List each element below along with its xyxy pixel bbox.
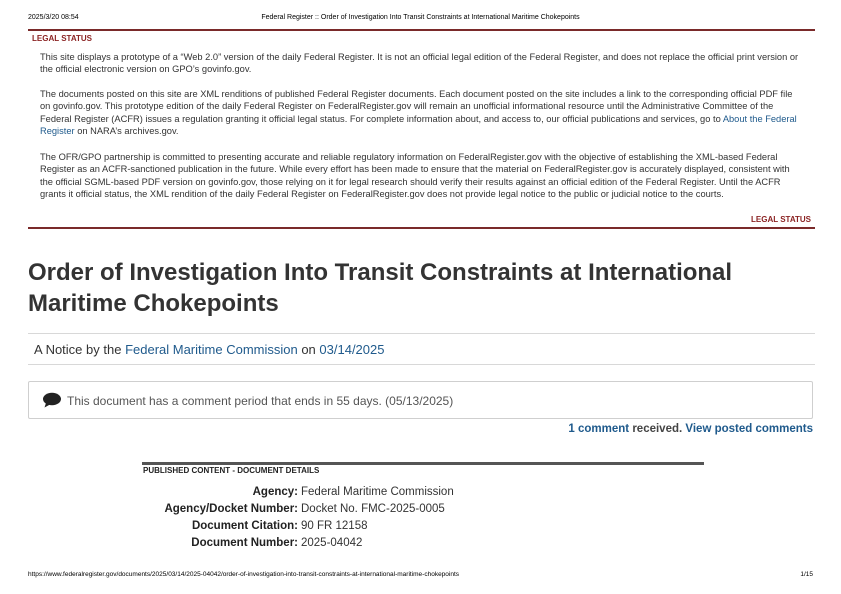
legal-paragraph-1: This site displays a prototype of a “Web 2.0” version of the daily Federal Register. It is not an official legal edition of the Federal Register, and does not replace the official print version or the official electronic version on GPO’s govinfo.gov.: [40, 52, 799, 75]
comment-count-link[interactable]: 1 comment: [568, 423, 630, 435]
print-header: [28, 14, 813, 26]
details-label: Document Citation:: [191, 520, 298, 532]
document-details-heading: PUBLISHED CONTENT - DOCUMENT DETAILS: [143, 466, 320, 475]
comment-period-text: This document has a comment period that ends in 55 days. (05/13/2025): [67, 394, 454, 408]
view-posted-comments-link[interactable]: View posted comments: [685, 423, 813, 435]
details-rule: [142, 462, 704, 465]
speech-bubble-icon: [42, 392, 62, 408]
details-row-agency: [140, 486, 640, 502]
print-page-title: Federal Register :: Order of Investigation Into Transit Constraints at International Maritime Chokepoints: [261, 14, 580, 21]
print-datetime: 2025/3/20 08:54: [28, 14, 79, 21]
comments-received-text: received.: [629, 423, 686, 435]
details-value: Federal Maritime Commission: [301, 486, 454, 498]
byline-on: on: [297, 342, 320, 357]
comment-period-box: [28, 381, 813, 419]
divider: [28, 364, 815, 365]
details-row-citation: [140, 520, 640, 536]
about-federal-register-link[interactable]: About the Federal Register: [40, 113, 797, 136]
legal-paragraph-2: [40, 88, 803, 137]
legal-status-box: [28, 29, 815, 229]
byline-prefix: A Notice by the: [34, 342, 126, 357]
details-row-docket: [140, 503, 640, 519]
print-footer: [28, 571, 813, 581]
legal-status-label: LEGAL STATUS: [32, 34, 92, 43]
details-label: Agency:: [252, 486, 298, 498]
legal-paragraph-2-tail: on NARA’s archives.gov.: [74, 125, 179, 136]
legal-paragraph-2-text: The documents posted on this site are XML renditions of published Federal Register documents. Each document posted on the site includes a link to the corresponding official PDF file on govinfo.gov. This prototype edition of the daily Federal Register on FederalRegister.gov will remain an unofficial informational resource until the Administrative Committee of the Federal Register (ACFR) issues a regulation granting it official legal status. For complete information about, and access to, our official publications and services, go to: [40, 89, 793, 124]
print-url: https://www.federalregister.gov/documents/2025/03/14/2025-04042/order-of-investigation-into-transit-constraints-at-international-maritime-chokepoints: [28, 571, 460, 578]
details-row-document-number: [140, 537, 640, 553]
print-page-number: 1/15: [800, 571, 813, 578]
document-title: Order of Investigation Into Transit Constraints at International Maritime Chokepoints: [28, 259, 733, 317]
comments-summary: [568, 423, 813, 435]
legal-status-toggle[interactable]: LEGAL STATUS: [751, 215, 811, 224]
publication-date-link[interactable]: 03/14/2025: [319, 342, 385, 357]
details-value: 2025-04042: [301, 537, 363, 549]
divider: [28, 333, 815, 334]
details-label: Agency/Docket Number:: [164, 503, 298, 515]
legal-paragraph-3: The OFR/GPO partnership is committed to presenting accurate and reliable regulatory information on FederalRegister.gov with the objective of establishing the XML-based Federal Register as an ACFR-sanctioned publication in the future. While every effort has been made to ensure that the material on FederalRegister.gov is accurately displayed, consistent with the official SGML-based PDF version on govinfo.gov, those relying on it for legal research should verify their results against an official edition of the Federal Register. Until the ACFR grants it official status, the XML rendition of the daily Federal Register on FederalRegister.gov does not provide legal notice to the public or judicial notice to the courts.: [40, 152, 790, 199]
agency-link[interactable]: Federal Maritime Commission: [125, 342, 298, 357]
details-value: 90 FR 12158: [301, 520, 368, 532]
details-label: Document Number:: [191, 537, 298, 549]
details-value: Docket No. FMC-2025-0005: [301, 503, 445, 515]
document-byline: [34, 342, 384, 357]
